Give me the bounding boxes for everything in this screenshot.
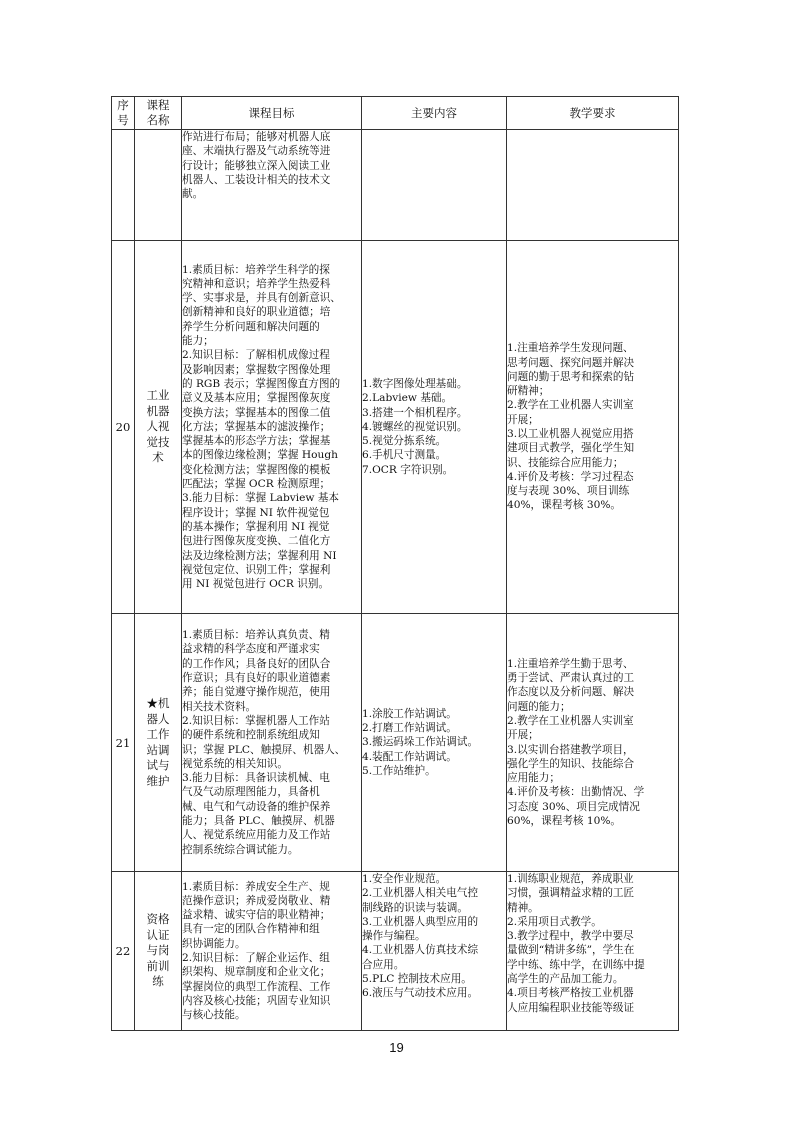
row-course-name: 工业 机器 人视 觉技 术 (135, 241, 182, 614)
row-content (362, 130, 507, 241)
row-content: 1.数字图像处理基础。 2.Labview 基础。 3.搭建一个相机程序。 4.镀螺丝的视觉识别。 5.视觉分拣系统。 6.手机尺寸测量。 7.OCR 字符识别。 (362, 241, 507, 614)
header-requirements: 教学要求 (507, 97, 679, 130)
table-row (112, 130, 679, 241)
row-course-name (135, 130, 182, 241)
table-row (112, 614, 679, 872)
row-course-name: ★机 器人 工作 站调 试与 维护 (135, 614, 182, 872)
row-requirements: 1.训练职业规范，养成职业 习惯，强调精益求精的工匠 精神。 2.采用项目式教学。 3.教学过程中，教学中要尽 量做到“精讲多练”，学生在 学中练、练中学，在训练中提 高学生的产品加工能力。 4.项目考核严格按工业机器 人应用编程职业技能等级证 (507, 872, 679, 1031)
table-row (112, 872, 679, 1031)
row-objectives: 1.素质目标：培养学生科学的探 究精神和意识；培养学生热爱科 学、实事求是，并具有创新意识、 创新精神和良好的职业道德；培 养学生分析问题和解决问题的 能力； 2.知识目标：了解相机成像过程 及影响因素；掌握数字图像处理 的 RGB 表示；掌握图像直方图的 意义及基本应用；掌握图像灰度 变换方法；掌握基本的图像二值 化方法；掌握基本的滤波操作； 掌握基本的形态学方法；掌握基 本的图像边缘检测；掌握 Hough 变化检测方法；掌握图像的模板 匹配法；掌握 OCR 检测原理； 3.能力目标：掌握 Labview 基本 程序设计；掌握 NI 软件视觉包 的基本操作；掌握利用 NI 视觉 包进行图像灰度变换、二值化方 法及边缘检测方法；掌握利用 NI 视觉包定位、识别工件；掌握利 用 NI 视觉包进行 OCR 识别。 (182, 241, 362, 614)
row-objectives: 作站进行布局；能够对机器人底 座、末端执行器及气动系统等进 行设计；能够独立深入阅读工业 机器人、工装设计相关的技术文 献。 (182, 130, 362, 241)
row-requirements: 1.注重培养学生勤于思考、 勇于尝试、严肃认真过的工 作态度以及分析问题、解决 问题的能力； 2.教学在工业机器人实训室 开展； 3.以实训台搭建教学项目， 强化学生的知识、技能综合 应用能力； 4.评价及考核：出勤情况、学 习态度 30%、项目完成情况 60%，课程考核 10%。 (507, 614, 679, 872)
row-content: 1.涂胶工作站调试。 2.打磨工作站调试。 3.搬运码垛工作站调试。 4.装配工作站调试。 5.工作站维护。 (362, 614, 507, 872)
page-number: 19 (389, 1040, 404, 1055)
row-objectives: 1.素质目标：培养认真负责、精 益求精的科学态度和严谨求实 的工作作风；具备良好的团队合 作意识；具有良好的职业道德素 养；能自觉遵守操作规范，使用 相关技术资料。 2.知识目标：掌握机器人工作站 的硬件系统和控制系统组成知 识；掌握 PLC、触摸屏、机器人、 视觉系统的相关知识。 3.能力目标：具备识读机械、电 气及气动原理图能力，具备机 械、电气和气动设备的维护保养 能力；具备 PLC、触摸屏、机器 人、视觉系统应用能力及工作站 控制系统综合调试能力。 (182, 614, 362, 872)
table-row (112, 241, 679, 614)
row-requirements: 1.注重培养学生发现问题、 思考问题、探究问题并解决 问题的勤于思考和探索的钻 研精神； 2.教学在工业机器人实训室 开展； 3.以工业机器人视觉应用搭 建项目式教学，强化学生知 识、技能综合应用能力； 4.评价及考核：学习过程态 度与表现 30%、项目训练 40%，课程考核 30%。 (507, 241, 679, 614)
header-content: 主要内容 (362, 97, 507, 130)
table-header-row (112, 97, 679, 130)
row-number: 20 (112, 241, 135, 614)
row-content: 1.安全作业规范。 2.工业机器人相关电气控 制线路的识读与装调。 3.工业机器人典型应用的 操作与编程。 4.工业机器人仿真技术综 合应用。 5.PLC 控制技术应用。 6.液压与气动技术应用。 (362, 872, 507, 1031)
header-course-name (135, 97, 182, 130)
row-number (112, 130, 135, 241)
row-number: 22 (112, 872, 135, 1031)
course-table (111, 96, 679, 1031)
header-seq-label: 序号 (117, 98, 129, 127)
header-course-name-label: 课程名称 (146, 98, 170, 127)
row-requirements (507, 130, 679, 241)
header-objectives: 课程目标 (182, 97, 362, 130)
header-seq (112, 97, 135, 130)
row-course-name: 资格 认证 与岗 前训 练 (135, 872, 182, 1031)
row-number: 21 (112, 614, 135, 872)
row-objectives: 1.素质目标：养成安全生产、规 范操作意识；养成爱岗敬业、精 益求精、诚实守信的职业精神； 具有一定的团队合作精神和组 织协调能力。 2.知识目标：了解企业运作、组 织架构、规章制度和企业文化； 掌握岗位的典型工作流程、工作 内容及核心技能；巩固专业知识 与核心技能。 (182, 872, 362, 1031)
